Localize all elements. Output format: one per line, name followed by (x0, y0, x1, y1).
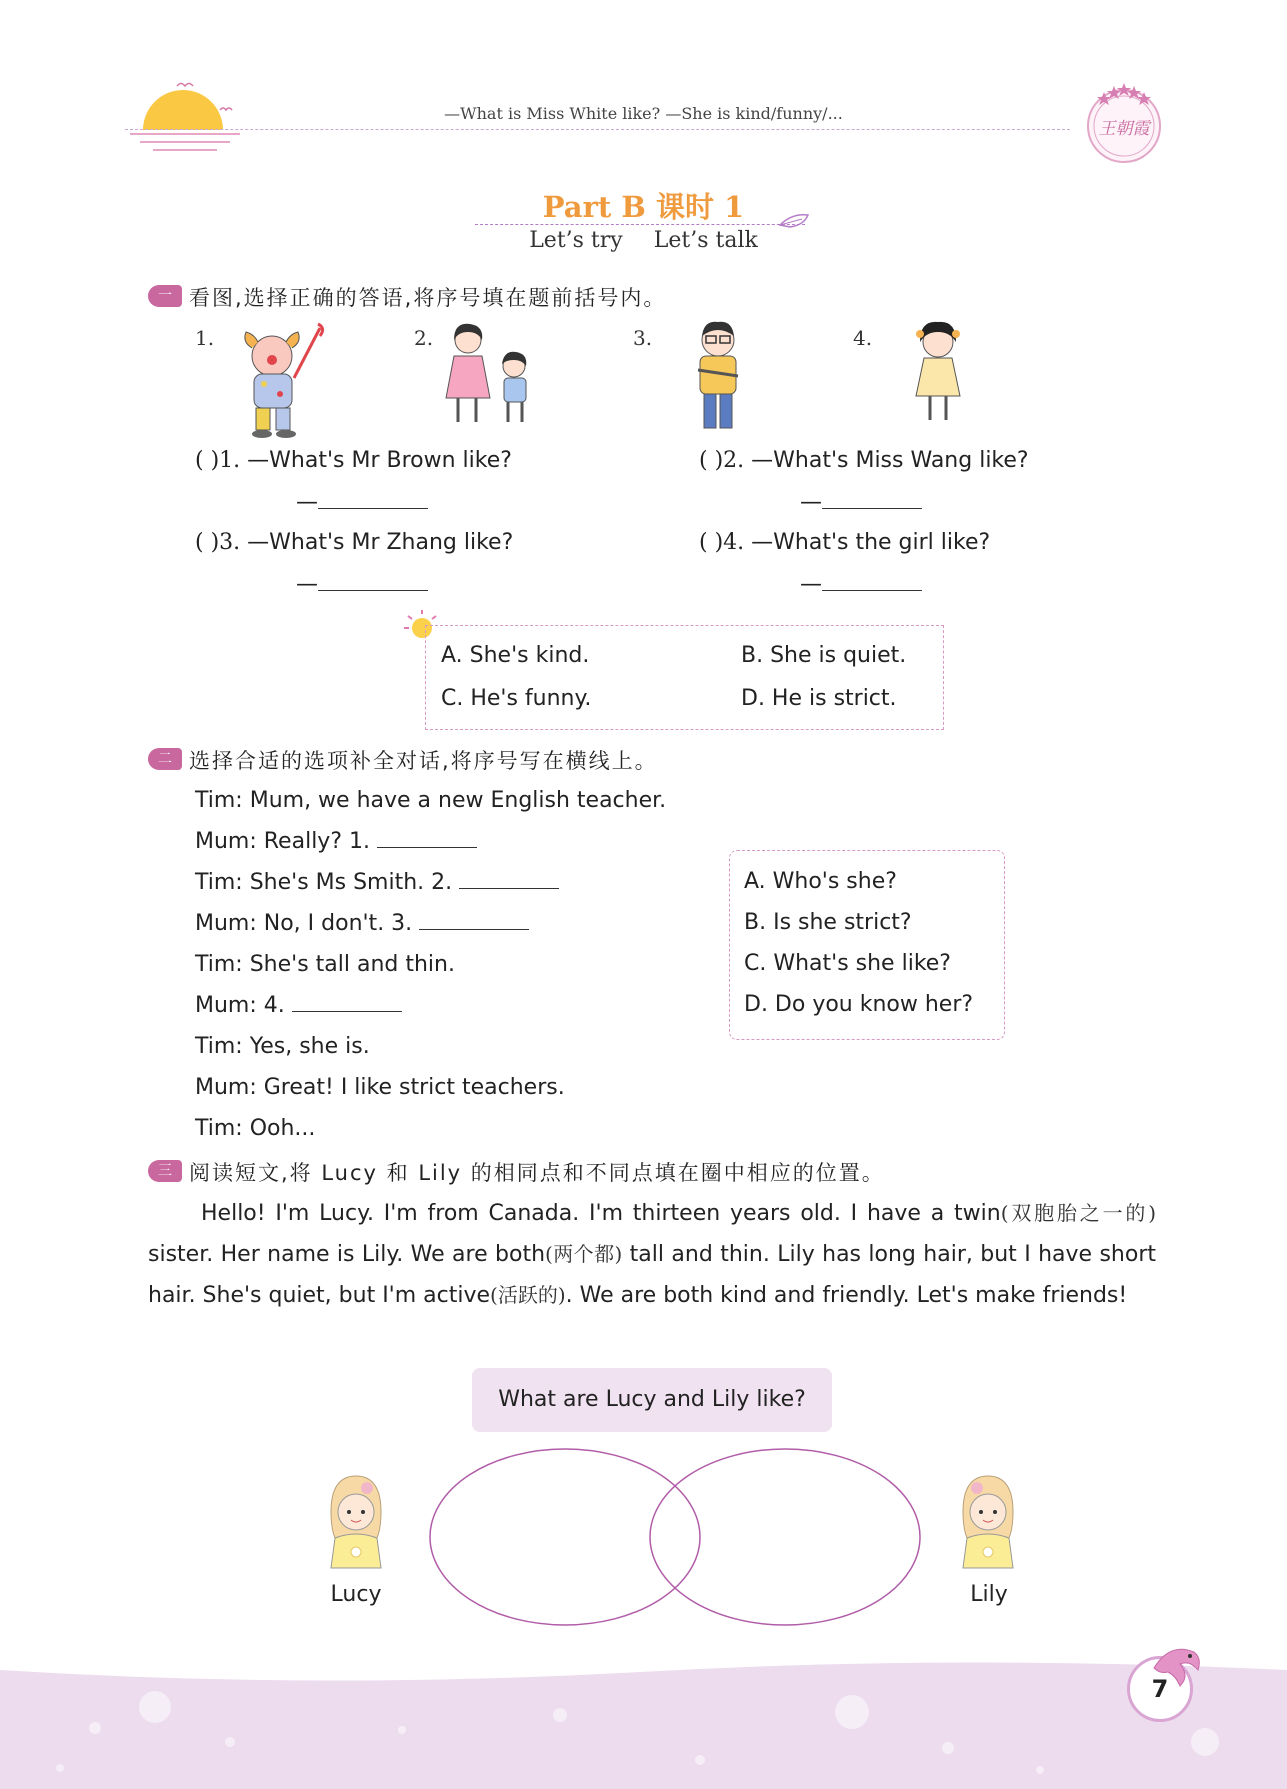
question-1-bracket[interactable]: ( )1. (195, 448, 241, 473)
picture-number-4: 4. (853, 326, 873, 350)
lily-label: Lily (970, 1582, 1008, 1607)
section1-options-box (425, 625, 944, 730)
option-d: D. He is strict. (741, 686, 897, 711)
question-4 (699, 530, 990, 555)
answer-4-blank[interactable] (822, 572, 922, 591)
footer-wave (0, 1650, 1287, 1789)
lesson-subtitle (0, 228, 1287, 253)
passage-part-4: . We are both kind and friendly. Let's make friends! (565, 1283, 1128, 1308)
option-c: C. He's funny. (441, 686, 592, 711)
answer-4-dash: — (800, 572, 822, 597)
question-3-text: —What's Mr Zhang like? (247, 530, 514, 555)
picture-number-2: 2. (414, 326, 434, 350)
dialog-line-2-text: Mum: Really? 1. (195, 829, 370, 854)
lets-try-label: Let’s try (529, 228, 623, 253)
dialog-line-4 (195, 911, 529, 936)
lily-illustration (953, 1472, 1023, 1572)
dialog-line-6 (195, 993, 402, 1018)
gloss-twin: (双胞胎之一的) (1000, 1201, 1156, 1225)
dialog-line-3 (195, 870, 559, 895)
passage-part-1: Hello! I'm Lucy. I'm from Canada. I'm thirteen years old. I have a twin (201, 1201, 1001, 1226)
page-number: 7 (1127, 1656, 1193, 1722)
lesson-title: Part B 课时 1 (542, 190, 745, 224)
reading-passage (148, 1193, 1156, 1316)
question-1 (195, 448, 512, 473)
dialog-line-9: Tim: Ooh... (195, 1116, 316, 1141)
answer-line-2[interactable] (800, 490, 922, 515)
dialog-option-a: A. Who's she? (744, 869, 897, 894)
venn-question: What are Lucy and Lily like? (472, 1368, 832, 1432)
section-badge-1: 一 (148, 285, 182, 307)
question-2-text: —What's Miss Wang like? (751, 448, 1029, 473)
quiet-girl-illustration (906, 318, 970, 430)
venn-right-circle[interactable] (650, 1449, 920, 1625)
picture-number-1: 1. (195, 326, 215, 350)
dialog-blank-2[interactable] (459, 870, 559, 889)
question-2 (699, 448, 1029, 473)
gloss-both: (两个都) (545, 1242, 623, 1266)
dialog-line-6-text: Mum: 4. (195, 993, 285, 1018)
passage-part-2: sister. Her name is Lily. We are both (148, 1242, 546, 1267)
picture-number-3: 3. (633, 326, 653, 350)
section1-instruction: 看图,选择正确的答语,将序号填在题前括号内。 (189, 286, 667, 310)
clown-illustration (232, 318, 332, 438)
dialog-blank-3[interactable] (419, 911, 529, 930)
section2-instruction: 选择合适的选项补全对话,将序号写在横线上。 (189, 749, 658, 773)
lucy-illustration (321, 1472, 391, 1572)
question-3-bracket[interactable]: ( )3. (195, 530, 241, 555)
question-1-text: —What's Mr Brown like? (247, 448, 512, 473)
question-3 (195, 530, 513, 555)
two-girls-illustration (436, 318, 546, 430)
answer-1-dash: — (296, 490, 318, 515)
dolphin-icon (1150, 1638, 1206, 1690)
dialog-line-3-text: Tim: She's Ms Smith. 2. (195, 870, 453, 895)
dialog-option-d: D. Do you know her? (744, 992, 974, 1017)
option-a: A. She's kind. (441, 643, 590, 668)
gloss-active: (活跃的) (490, 1283, 566, 1307)
section3-instruction: 阅读短文,将 Lucy 和 Lily 的相同点和不同点填在圈中相应的位置。 (189, 1161, 885, 1185)
dialog-line-7: Tim: Yes, she is. (195, 1034, 370, 1059)
lets-talk-label: Let’s talk (653, 228, 758, 253)
answer-3-blank[interactable] (318, 572, 428, 591)
lucy-label: Lucy (330, 1582, 382, 1607)
answer-1-blank[interactable] (318, 490, 428, 509)
dialog-blank-4[interactable] (292, 993, 402, 1012)
venn-left-circle[interactable] (430, 1449, 700, 1625)
dialog-line-5: Tim: She's tall and thin. (195, 952, 455, 977)
answer-2-dash: — (800, 490, 822, 515)
answer-line-1[interactable] (296, 490, 428, 515)
section-badge-3: 三 (148, 1160, 182, 1182)
dialog-line-1: Tim: Mum, we have a new English teacher. (195, 788, 667, 813)
dialog-line-8: Mum: Great! I like strict teachers. (195, 1075, 565, 1100)
venn-diagram (420, 1442, 940, 1632)
passage-part-3: tall and thin. Lily has long hair, but I have short hair. She's quiet, but I'm active (148, 1242, 1157, 1308)
question-4-text: —What's the girl like? (751, 530, 991, 555)
answer-3-dash: — (296, 572, 318, 597)
publisher-logo (1082, 80, 1166, 164)
logo-text: 王朝霞 (1098, 119, 1150, 139)
answer-line-4[interactable] (800, 572, 922, 597)
running-title: —What is Miss White like? —She is kind/funny/... (444, 104, 843, 123)
question-4-bracket[interactable]: ( )4. (699, 530, 745, 555)
dialog-option-b: B. Is she strict? (744, 910, 912, 935)
title-divider (475, 224, 805, 225)
strict-man-illustration (688, 318, 748, 438)
option-b: B. She is quiet. (741, 643, 907, 668)
dialog-line-2 (195, 829, 477, 854)
header-divider (125, 129, 1070, 130)
dialog-blank-1[interactable] (377, 829, 477, 848)
answer-2-blank[interactable] (822, 490, 922, 509)
question-2-bracket[interactable]: ( )2. (699, 448, 745, 473)
answer-line-3[interactable] (296, 572, 428, 597)
section-badge-2: 二 (148, 748, 182, 770)
dialog-option-c: C. What's she like? (744, 951, 951, 976)
dialog-line-4-text: Mum: No, I don't. 3. (195, 911, 413, 936)
